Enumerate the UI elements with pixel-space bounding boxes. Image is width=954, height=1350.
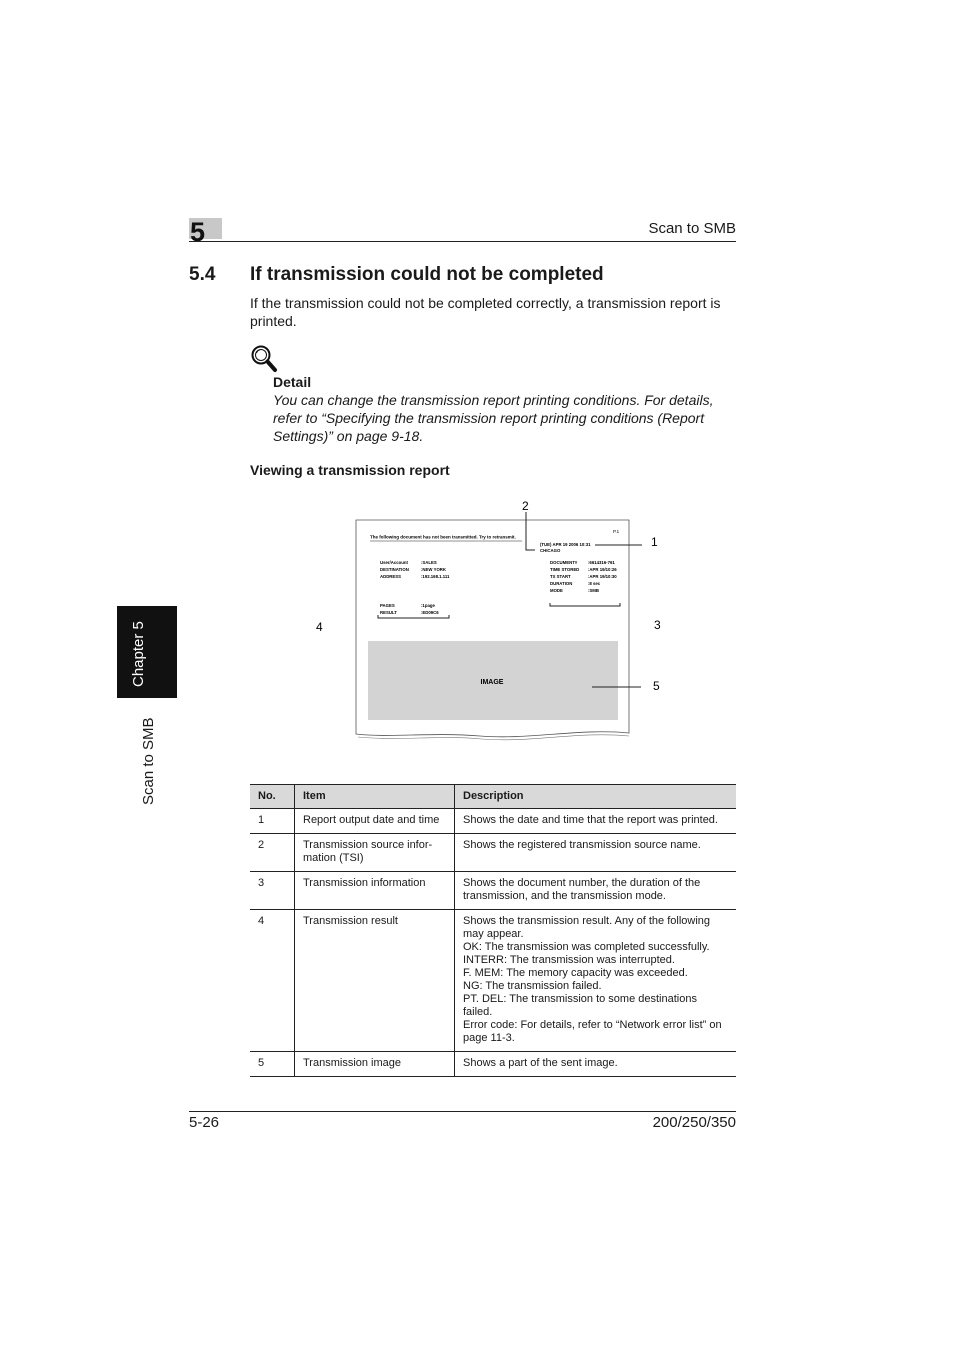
report-field-label: User/Account [380,560,408,565]
section-tab-label: Scan to SMB [140,717,157,805]
report-field-value: :SALES [421,560,437,565]
table-row [250,872,736,910]
report-field-value: :ED09C6 [421,610,439,615]
section-number: 5.4 [189,264,216,285]
model-numbers: 200/250/350 [652,1114,736,1131]
callout-5: 5 [653,679,660,693]
report-field-label: MODE [550,588,563,593]
header-title: Scan to SMB [648,220,736,237]
callout-2: 2 [522,499,529,513]
report-field-value: :1page [421,603,435,608]
report-field-label: DESTINATION [380,567,409,572]
page-number: 5-26 [189,1114,220,1131]
chapter-number: 5 [190,217,206,247]
callout-1: 1 [651,535,658,549]
report-date-time: (TUE) APR 19 2006 10:31 [540,542,591,547]
row-item-cell: Transmission information [295,872,455,910]
report-field-label: TX START [550,574,571,579]
report-field-value: :NEW YORK [421,567,446,572]
detail-text: You can change the transmission report printing conditions. For details, refer to “Specifying the transmission report printing conditions (Report Settings)” on page 9-18. [273,392,714,444]
report-field-label: DOCUMENT# [550,560,578,565]
row-description-cell: Shows the registered transmission source name. [455,834,737,872]
row-description-cell: Shows the document number, the duration of the transmission, and the transmission mode. [455,872,737,910]
report-field-label: DURATION [550,581,573,586]
row-number-cell: 4 [250,910,295,1052]
report-field-value: :192.168.1.111 [421,574,450,579]
report-page-number: P.1 [613,529,620,534]
column-header: Item [295,785,455,809]
row-description-cell: Shows the transmission result. Any of the following may appear. OK: The transmission was completed successfully. INTERR: The transmission was interrupted. F. MEM: The memory capacity was exceeded. NG: The transmission failed. PT. DEL: The transmission to some destinations failed. Error code: For details, refer to “Network error list” on page 11-3. [455,910,737,1052]
row-description-cell: Shows the date and time that the report was printed. [455,809,737,834]
row-number-cell: 5 [250,1052,295,1077]
report-image-label: IMAGE [480,679,504,686]
report-field-label: TIME STORED [550,567,580,572]
report-field-value: :6614316-761 [588,560,615,565]
row-number-cell: 1 [250,809,295,834]
subheading: Viewing a transmission report [250,462,450,478]
intro-paragraph: If the transmission could not be completed correctly, a transmission report is printed. [250,295,721,329]
report-field-label: ADDRESS [380,574,402,579]
description-table [250,784,736,1077]
table-row [250,809,736,834]
callout-4: 4 [316,620,323,634]
row-item-cell: Report output date and time [295,809,455,834]
table-row [250,834,736,872]
column-header: Description [455,785,737,809]
table-row [250,1052,736,1077]
report-field-value: :SMB [588,588,599,593]
row-description-cell: Shows a part of the sent image. [455,1052,737,1077]
section-title: If transmission could not be completed [250,264,604,285]
magnifier-icon [250,344,278,374]
row-item-cell: Transmission image [295,1052,455,1077]
report-field-value: :8 sec [588,581,601,586]
footer-rule [189,1111,736,1112]
chapter-tab-label: Chapter 5 [130,621,147,687]
report-notice: The following document has not been transmitted. Try to retransmit. [370,534,516,540]
header-rule [189,241,736,242]
row-number-cell: 3 [250,872,295,910]
row-item-cell: Transmission result [295,910,455,1052]
report-field-value: :APR 19/10:30 [588,574,617,579]
row-number-cell: 2 [250,834,295,872]
callout-3: 3 [654,618,661,632]
report-field-label: PAGES [380,603,395,608]
row-item-cell: Transmission source infor- mation (TSI) [295,834,455,872]
column-header: No. [250,785,295,809]
report-source-name: CHICAGO [540,548,561,553]
detail-label: Detail [273,374,312,390]
report-field-label: RESULT [380,610,397,615]
table-header-row [250,785,736,809]
transmission-report-diagram [250,490,736,750]
report-field-value: :APR 19/10:26 [588,567,617,572]
table-row [250,910,736,1052]
